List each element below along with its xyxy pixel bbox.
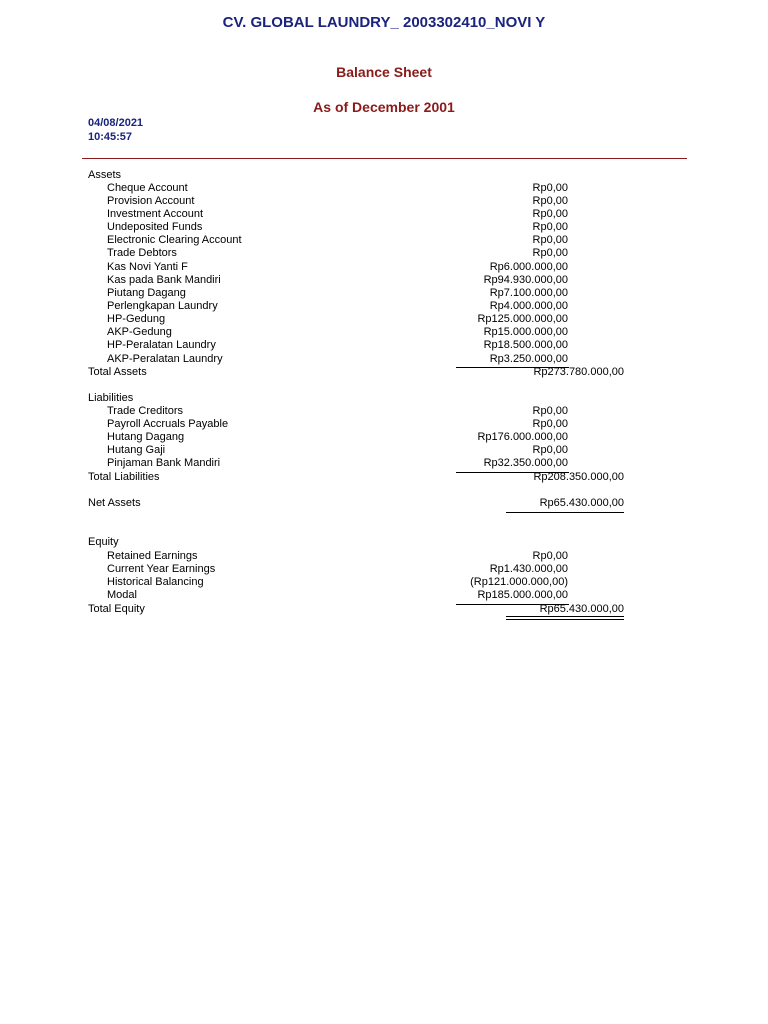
section-heading: Liabilities [88, 392, 134, 404]
total-label: Total Assets [88, 366, 147, 378]
account-amount: Rp3.250.000,00 [489, 353, 568, 365]
section-heading: Equity [88, 536, 119, 548]
account-row [0, 589, 768, 602]
account-amount: Rp176.000.000,00 [477, 431, 568, 443]
account-row [0, 550, 768, 563]
report-period: As of December 2001 [313, 99, 455, 115]
total-assets-row [0, 366, 768, 379]
account-name: Payroll Accruals Payable [107, 418, 229, 430]
report-title: Balance Sheet [336, 64, 432, 80]
company-name: CV. GLOBAL LAUNDRY_ 2003302410_NOVI Y [222, 14, 546, 31]
net-assets-label: Net Assets [88, 497, 141, 509]
account-name: Trade Creditors [107, 405, 184, 417]
account-amount: Rp0,00 [532, 208, 568, 220]
account-amount: (Rp121.000.000,00) [470, 576, 568, 588]
account-row [0, 182, 768, 195]
account-row [0, 444, 768, 457]
account-name: Current Year Earnings [107, 563, 216, 575]
account-amount: Rp0,00 [532, 550, 568, 562]
account-name: Pinjaman Bank Mandiri [107, 457, 221, 469]
equity-heading [0, 536, 768, 549]
account-row [0, 208, 768, 221]
total-amount: Rp273.780.000,00 [533, 366, 624, 378]
account-row [0, 457, 768, 470]
account-row [0, 353, 768, 366]
account-row [0, 287, 768, 300]
account-name: Modal [107, 589, 137, 601]
account-amount: Rp0,00 [532, 234, 568, 246]
total-liabilities-row [0, 471, 768, 484]
account-name: Electronic Clearing Account [107, 234, 242, 246]
account-name: Investment Account [107, 208, 203, 220]
account-row [0, 261, 768, 274]
account-row [0, 431, 768, 444]
net-assets-row [0, 497, 768, 510]
account-name: AKP-Peralatan Laundry [107, 353, 223, 365]
liabilities-heading [0, 392, 768, 405]
account-row [0, 339, 768, 352]
header-divider [82, 158, 687, 159]
account-row [0, 221, 768, 234]
account-name: Kas Novi Yanti F [107, 261, 188, 273]
total-label: Total Liabilities [88, 471, 160, 483]
account-amount: Rp18.500.000,00 [483, 339, 568, 351]
account-amount: Rp15.000.000,00 [483, 326, 568, 338]
net-assets-amount: Rp65.430.000,00 [539, 497, 624, 509]
account-name: Kas pada Bank Mandiri [107, 274, 221, 286]
total-label: Total Equity [88, 603, 145, 615]
account-row [0, 300, 768, 313]
account-name: Retained Earnings [107, 550, 198, 562]
account-amount: Rp32.350.000,00 [483, 457, 568, 469]
account-amount: Rp6.000.000,00 [489, 261, 568, 273]
account-name: Trade Debtors [107, 247, 177, 259]
account-name: Historical Balancing [107, 576, 204, 588]
account-row [0, 313, 768, 326]
total-equity-row [0, 603, 768, 616]
account-amount: Rp94.930.000,00 [483, 274, 568, 286]
account-name: AKP-Gedung [107, 326, 172, 338]
section-heading: Assets [88, 169, 122, 181]
account-row [0, 326, 768, 339]
account-row [0, 563, 768, 576]
assets-heading [0, 169, 768, 182]
total-amount: Rp65.430.000,00 [539, 603, 624, 615]
account-name: HP-Gedung [107, 313, 166, 325]
account-name: Perlengkapan Laundry [107, 300, 218, 312]
account-name: HP-Peralatan Laundry [107, 339, 216, 351]
print-date: 04/08/2021 [88, 117, 144, 129]
account-name: Undeposited Funds [107, 221, 203, 233]
account-amount: Rp1.430.000,00 [489, 563, 568, 575]
account-amount: Rp0,00 [532, 247, 568, 259]
print-time: 10:45:57 [88, 131, 133, 143]
account-name: Provision Account [107, 195, 195, 207]
account-amount: Rp0,00 [532, 405, 568, 417]
account-amount: Rp0,00 [532, 418, 568, 430]
account-row [0, 405, 768, 418]
account-row [0, 576, 768, 589]
account-amount: Rp0,00 [532, 195, 568, 207]
account-amount: Rp125.000.000,00 [477, 313, 568, 325]
account-name: Piutang Dagang [107, 287, 186, 299]
grand-total-double-rule [506, 616, 624, 620]
account-amount: Rp185.000.000,00 [477, 589, 568, 601]
account-name: Cheque Account [107, 182, 188, 194]
account-amount: Rp0,00 [532, 182, 568, 194]
account-row [0, 247, 768, 260]
account-amount: Rp0,00 [532, 444, 568, 456]
total-amount: Rp208.350.000,00 [533, 471, 624, 483]
account-name: Hutang Gaji [107, 444, 166, 456]
account-amount: Rp7.100.000,00 [489, 287, 568, 299]
account-row [0, 418, 768, 431]
account-amount: Rp4.000.000,00 [489, 300, 568, 312]
account-row [0, 274, 768, 287]
net-assets-rule [506, 512, 624, 513]
account-row [0, 195, 768, 208]
account-name: Hutang Dagang [107, 431, 185, 443]
account-amount: Rp0,00 [532, 221, 568, 233]
account-row [0, 234, 768, 247]
